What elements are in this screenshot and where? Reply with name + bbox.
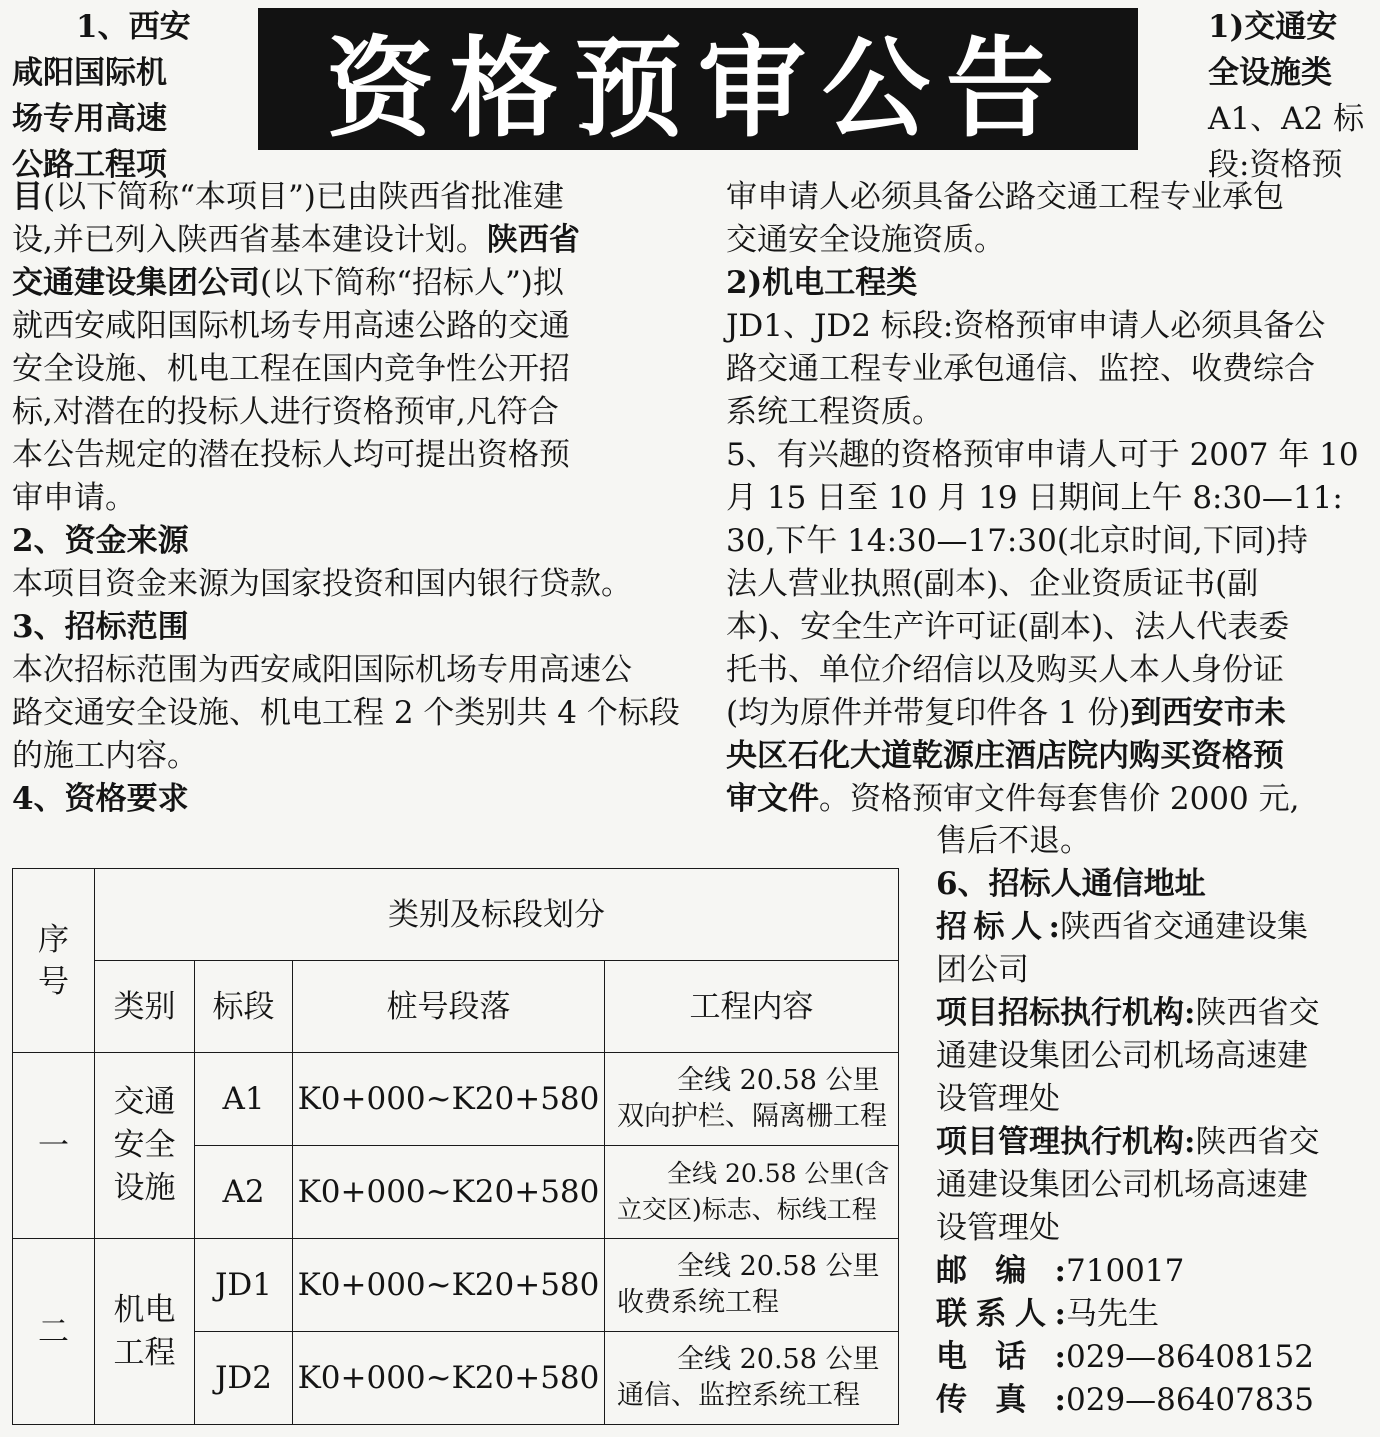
group-no: 二 bbox=[13, 1239, 95, 1425]
intro-text: 审申请。 bbox=[12, 480, 136, 516]
section-cell: JD2 bbox=[195, 1332, 293, 1425]
phone-label: 电话: bbox=[936, 1339, 1066, 1375]
intro-text: (以下简称“本项目”)已由陕西省批准建 bbox=[43, 179, 564, 215]
section-text: 路交通工程专业承包通信、监控、收费综合 bbox=[726, 351, 1315, 387]
section-text: 审申请人必须具备公路交通工程专业承包 bbox=[726, 179, 1284, 215]
qual-sub1-lead bbox=[1208, 4, 1372, 188]
section-text: (均为原件并带复印件各 1 份) bbox=[726, 695, 1131, 731]
section-text: 系统工程资质。 bbox=[726, 394, 943, 430]
intro-text: 安全设施、机电工程在国内竞争性公开招 bbox=[12, 351, 570, 387]
section-text: A1、A2 标 bbox=[1208, 101, 1365, 137]
group-category: 交通安全设施 bbox=[95, 1053, 195, 1239]
intro-text: 本公告规定的潜在投标人均可提出资格预 bbox=[12, 437, 570, 473]
section-text: 售后不退。 bbox=[936, 823, 1091, 859]
postcode-label: 邮编: bbox=[936, 1253, 1066, 1289]
section-text: 法人营业执照(副本)、企业资质证书(副 bbox=[726, 566, 1259, 602]
tenderer-label: 招标人: bbox=[936, 909, 1060, 945]
intro-lead-line: 咸阳国际机 bbox=[12, 55, 167, 91]
group-category: 机电工程 bbox=[95, 1239, 195, 1425]
section-text: 央区石化大道乾源庄酒店院内购买资格预 bbox=[726, 738, 1284, 774]
subheading: 1)交通安 bbox=[1208, 9, 1338, 45]
exec-value: 陕西省交 bbox=[1195, 995, 1320, 1031]
qual-body bbox=[726, 176, 1370, 821]
mgmt-label: 项目管理执行机构: bbox=[936, 1124, 1196, 1160]
table-row bbox=[13, 1239, 899, 1332]
section-heading: 4、资格要求 bbox=[12, 781, 189, 817]
col-content-header: 工程内容 bbox=[605, 961, 899, 1053]
station-cell: K0+000~K20+580 bbox=[293, 1239, 605, 1332]
intro-lead-line: 公路工程项 bbox=[12, 147, 167, 183]
section-heading: 3、招标范围 bbox=[12, 609, 189, 645]
col-no-header: 序号 bbox=[13, 869, 95, 1053]
content-cell: 全线 20.58 公里 收费系统工程 bbox=[605, 1239, 899, 1332]
content-cell: 全线 20.58 公里(含 立交区)标志、标线工程 bbox=[605, 1146, 899, 1239]
content-cell: 全线 20.58 公里 双向护栏、隔离栅工程 bbox=[605, 1053, 899, 1146]
mgmt-value: 陕西省交 bbox=[1195, 1124, 1320, 1160]
tenderer-value: 团公司 bbox=[936, 952, 1029, 988]
contact-block bbox=[936, 820, 1376, 1422]
intro-text: (以下简称“招标人”)拟 bbox=[260, 265, 564, 301]
bid-sections-table bbox=[12, 868, 899, 1425]
mgmt-value: 通建设集团公司机场高速建 bbox=[936, 1167, 1308, 1203]
postcode-value: 710017 bbox=[1066, 1253, 1185, 1289]
phone-value: 029—86408152 bbox=[1066, 1339, 1314, 1375]
intro-text: 设,并已列入陕西省基本建设计划。 bbox=[12, 222, 487, 258]
section-text: 审文件 bbox=[726, 781, 819, 817]
section-text: 路交通安全设施、机电工程 2 个类别共 4 个标段 bbox=[12, 695, 680, 731]
group-no: 一 bbox=[13, 1053, 95, 1239]
section-text: 到西安市未 bbox=[1130, 695, 1286, 731]
intro-lead bbox=[12, 4, 191, 188]
section-cell: A2 bbox=[195, 1146, 293, 1239]
section-text: 5、有兴趣的资格预审申请人可于 2007 年 10 bbox=[726, 437, 1359, 473]
section-heading: 6、招标人通信地址 bbox=[936, 866, 1206, 902]
station-cell: K0+000~K20+580 bbox=[293, 1053, 605, 1146]
intro-lead-line: 场专用高速 bbox=[12, 101, 167, 137]
intro-text: 交通建设集团公司 bbox=[12, 265, 260, 301]
contact-value: 马先生 bbox=[1066, 1296, 1159, 1332]
section-text: 本次招标范围为西安咸阳国际机场专用高速公 bbox=[12, 652, 632, 688]
page-title: 资格预审公告 bbox=[258, 8, 1138, 150]
col-section-header: 标段 bbox=[195, 961, 293, 1053]
exec-value: 通建设集团公司机场高速建 bbox=[936, 1038, 1308, 1074]
intro-lead-line: 1、西安 bbox=[76, 9, 191, 45]
exec-label: 项目招标执行机构: bbox=[936, 995, 1196, 1031]
station-cell: K0+000~K20+580 bbox=[293, 1146, 605, 1239]
section-text: 段:资格预 bbox=[1208, 147, 1343, 183]
section-text: 的施工内容。 bbox=[12, 738, 198, 774]
intro-body bbox=[12, 176, 680, 821]
col-category-header: 类别 bbox=[95, 961, 195, 1053]
intro-text: 陕西省 bbox=[486, 222, 580, 258]
content-cell: 全线 20.58 公里 通信、监控系统工程 bbox=[605, 1332, 899, 1425]
mgmt-value: 设管理处 bbox=[936, 1210, 1060, 1246]
fax-value: 029—86407835 bbox=[1066, 1382, 1314, 1418]
section-heading: 2、资金来源 bbox=[12, 523, 189, 559]
contact-label: 联系人: bbox=[936, 1296, 1066, 1332]
section-text: 本)、安全生产许可证(副本)、法人代表委 bbox=[726, 609, 1290, 645]
section-text: 30,下午 14:30—17:30(北京时间,下同)持 bbox=[726, 523, 1308, 559]
section-cell: JD1 bbox=[195, 1239, 293, 1332]
section-text: 月 15 日至 10 月 19 日期间上午 8:30—11: bbox=[726, 480, 1343, 516]
section-text: 。资格预审文件每套售价 2000 元, bbox=[819, 781, 1300, 817]
fax-label: 传真: bbox=[936, 1382, 1066, 1418]
section-text: 托书、单位介绍信以及购买人本人身份证 bbox=[726, 652, 1284, 688]
intro-text: 就西安咸阳国际机场专用高速公路的交通 bbox=[12, 308, 570, 344]
group-header: 类别及标段划分 bbox=[95, 869, 899, 961]
station-cell: K0+000~K20+580 bbox=[293, 1332, 605, 1425]
intro-text: 目 bbox=[12, 179, 43, 215]
table-row bbox=[13, 1053, 899, 1146]
subheading: 全设施类 bbox=[1208, 55, 1332, 91]
intro-text: 标,对潜在的投标人进行资格预审,凡符合 bbox=[12, 394, 559, 430]
tenderer-value: 陕西省交通建设集 bbox=[1060, 909, 1308, 945]
subheading: 2)机电工程类 bbox=[726, 265, 918, 301]
exec-value: 设管理处 bbox=[936, 1081, 1060, 1117]
section-text: 本项目资金来源为国家投资和国内银行贷款。 bbox=[12, 566, 632, 602]
section-text: 交通安全设施资质。 bbox=[726, 222, 1005, 258]
section-cell: A1 bbox=[195, 1053, 293, 1146]
section-text: JD1、JD2 标段:资格预审申请人必须具备公 bbox=[726, 308, 1326, 344]
col-station-header: 桩号段落 bbox=[293, 961, 605, 1053]
